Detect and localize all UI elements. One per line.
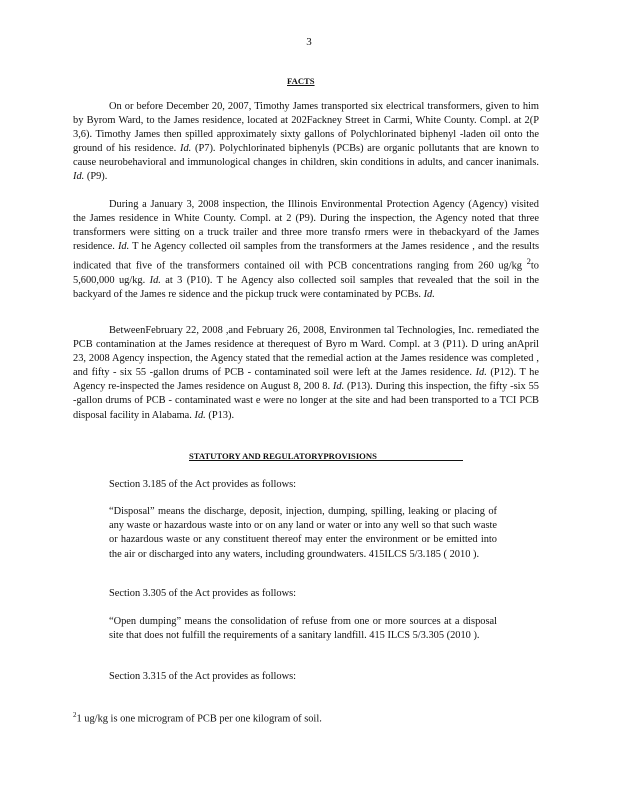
facts-p2-text: During a January 3, 2008 inspection, the Illinois Environmental Protection Agency (Agency) visited the James residence in White County. Compl. at 2 (P9). During the inspection, the Agency noted that three transformers were sitting on a truck trailer and three more transfo rmers were in thebackyard of the James residence. [73,199,539,253]
section-3-305-intro: Section 3.305 of the Act provides as follows: [109,588,297,599]
citation-id: Id. [475,367,487,379]
facts-p1-text-3: (P9). [84,171,108,183]
footnote-marker: 2 [73,711,77,719]
facts-p2-text-4: at 3 (P10). T he Agency also collected soil samples that revealed that the soil in the backyard of the James re sidence and the pickup truck were contaminated by PCBs. [73,274,539,301]
facts-p3-text: BetweenFebruary 22, 2008 ,and February 26, 2008, Environmen tal Technologies, Inc. remediated the PCB contamination at the James residence at therequest of Byro m Ward. Compl. at 3 (P11). D uring anApril 23, 2008 Agency inspection, the Agency stated that the remedial action at the James residence was completed , and fifty - six 55 -gallon drums of PCB - contaminated soil were left at the James residence. [73,325,539,379]
footnote-text: 1 ug/kg is one microgram of PCB per one kilogram of soil. [76,713,322,725]
facts-p3-text-4: (P13). [205,409,235,421]
section-3-185-intro: Section 3.185 of the Act provides as follows: [109,479,297,490]
section-3-315-intro: Section 3.315 of the Act provides as follows: [109,671,297,682]
citation-id: Id. [180,143,192,155]
footnote-reference: 2 [526,256,531,267]
facts-p1-text: On or before December 20, 2007, Timothy James transported six electrical transformers, given to him by Byrom Ward, to the James residence, located at 202Fackney Street in Carmi, White County. Compl. at 2(P 3,6). Timothy James then spilled approximately sixty gallons of Polychlorinated biphenyl -laden oil onto the ground of his residence. [73,101,539,155]
citation-id: Id. [117,241,130,253]
citation-id: Id. [73,171,85,183]
citation-id: Id. [423,289,435,301]
facts-p3-text-2: (P12). T he Agency re-inspected the James residence on August 8, 200 8. [73,367,539,393]
facts-paragraph-1 [73,100,539,185]
footnote [73,711,322,724]
facts-p2-text-3: to 5,600,000 ug/kg. [73,260,539,286]
page-number: 3 [306,36,312,48]
facts-paragraph-3 [73,324,539,423]
facts-paragraph-2 [73,198,539,302]
open-dumping-definition-quote: “Open dumping” means the consolidation of refuse from one or more sources at a disposal site that does not fulfill the requirements of a sanitary landfill. 415 ILCS 5/3.305 (2010 ). [109,616,497,642]
statutory-heading: STATUTORY AND REGULATORYPROVISIONS [189,451,377,461]
facts-heading: FACTS [287,76,315,86]
citation-id: Id. [149,274,161,286]
disposal-definition-quote: “Disposal” means the discharge, deposit, injection, dumping, spilling, leaking or placing of any waste or hazardous waste into or on any land or water or into any well so that such waste or hazardous waste or any constituent thereof may enter the environment or be emitted into the air or discharged into any waters, including groundwaters. 415ILCS 5/3.185 ( 2010 ). [109,506,497,560]
facts-p3-text-3: (P13). During this inspection, the fifty -six 55 -gallon drums of PCB - contaminated wast e were no longer at the site and had been transported to a TCI PCB disposal facility in Alabama. [73,381,539,421]
heading-underline-rule [189,460,463,461]
citation-id: Id. [194,409,206,421]
facts-p1-text-2: (P7). Polychlorinated biphenyls (PCBs) are organic pollutants that are known to cause neurobehavioral and immunological changes in children, skin conditions in adults, and cancer inanimals. [73,143,539,169]
facts-p2-text-2: T he Agency collected oil samples from the transformers at the James residence , and the results indicated that five of the transformers contained oil with PCB concentrations ranging from 260 ug/kg [73,241,539,272]
citation-id: Id. [332,381,345,393]
